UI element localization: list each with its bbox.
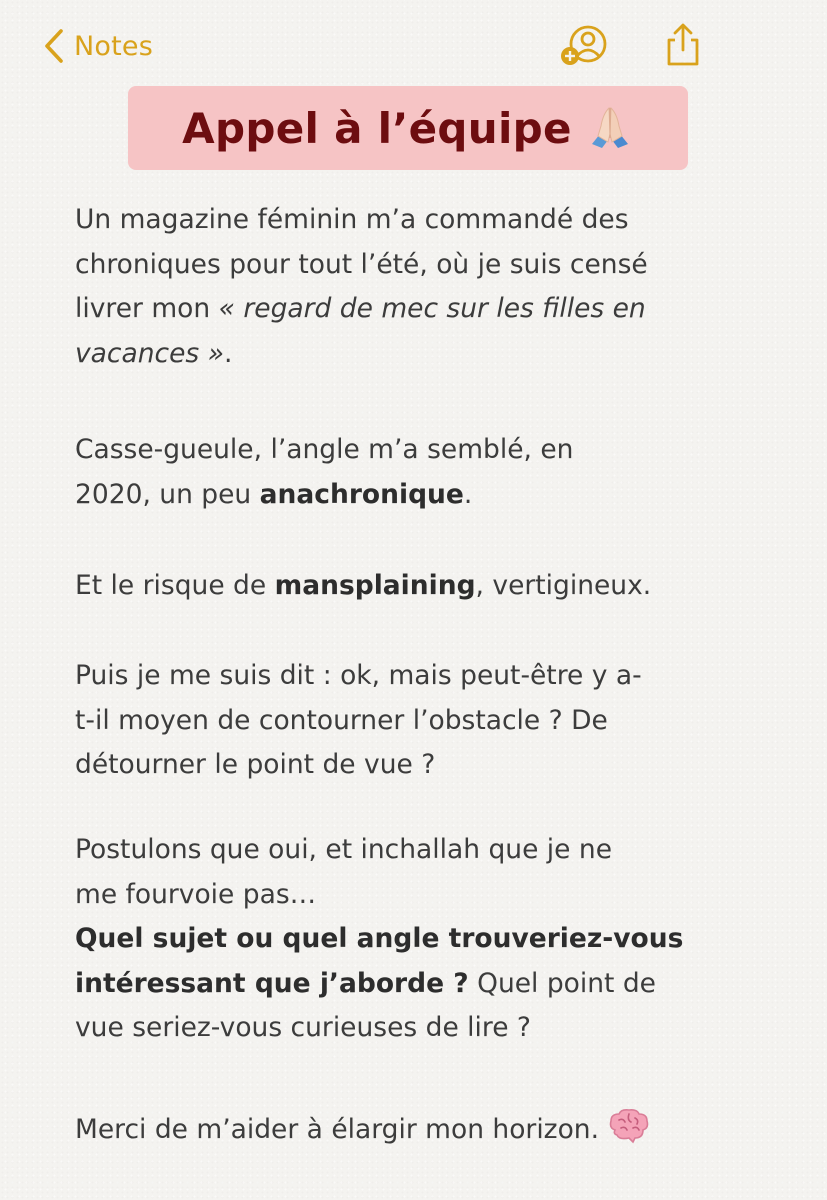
chevron-left-icon xyxy=(44,28,64,64)
text-span: livrer mon xyxy=(75,293,219,324)
share-icon xyxy=(661,53,705,72)
text-line xyxy=(75,1108,651,1159)
note-title: Appel à l’équipe xyxy=(182,103,572,153)
folded-hands-icon xyxy=(586,104,634,152)
text-line: t-il moyen de contourner l’obstacle ? De xyxy=(75,704,608,736)
text-line xyxy=(75,962,683,1007)
bold-question: Quel sujet ou quel angle trouveriez-vous xyxy=(75,923,684,954)
text-line xyxy=(75,564,651,609)
add-person-icon xyxy=(558,53,614,72)
bold-question-end: intéressant que j’aborde ? xyxy=(75,967,469,999)
text-line: Casse-gueule, l’angle m’a semblé, en xyxy=(75,434,574,465)
text-line: vue seriez-vous curieuses de lire ? xyxy=(75,1012,531,1043)
navigation-bar xyxy=(0,0,827,90)
text-line: chroniques pour tout l’été, où je suis censé xyxy=(75,248,648,280)
paragraph-1 xyxy=(75,198,648,376)
text-span: . xyxy=(224,337,233,369)
text-line xyxy=(75,287,648,332)
text-span: Et le risque de xyxy=(75,570,275,601)
text-line: Un magazine féminin m’a commandé des xyxy=(75,204,629,235)
share-button[interactable] xyxy=(661,22,705,72)
note-title-highlight xyxy=(128,86,688,170)
text-line: Postulons que oui, et inchallah que je ne xyxy=(75,834,613,865)
bold-word: anachronique xyxy=(259,478,464,510)
bold-word: mansplaining xyxy=(274,570,476,601)
paragraph-6 xyxy=(75,1108,651,1159)
italic-quote-end: vacances » xyxy=(75,337,224,369)
paragraph-4 xyxy=(75,654,642,788)
text-span: Merci de m’aider à élargir mon horizon. xyxy=(75,1114,600,1145)
text-span: , vertigineux. xyxy=(475,570,652,601)
paragraph-3 xyxy=(75,564,651,609)
text-span: 2020, un peu xyxy=(75,478,260,510)
back-button[interactable] xyxy=(44,26,153,66)
text-line: détourner le point de vue ? xyxy=(75,749,436,780)
text-line xyxy=(75,332,648,377)
paragraph-2 xyxy=(75,428,573,517)
paragraph-5 xyxy=(75,828,683,1051)
text-line xyxy=(75,473,573,518)
back-label: Notes xyxy=(74,30,153,62)
text-line: Puis je me suis dit : ok, mais peut-être y a- xyxy=(75,660,642,691)
text-span: . xyxy=(463,478,473,510)
brain-icon xyxy=(607,1108,651,1159)
text-line: me fourvoie pas… xyxy=(75,878,317,910)
italic-quote: « regard de mec sur les filles en xyxy=(218,293,646,324)
add-person-button[interactable] xyxy=(558,24,614,72)
text-span: Quel point de xyxy=(468,967,656,999)
